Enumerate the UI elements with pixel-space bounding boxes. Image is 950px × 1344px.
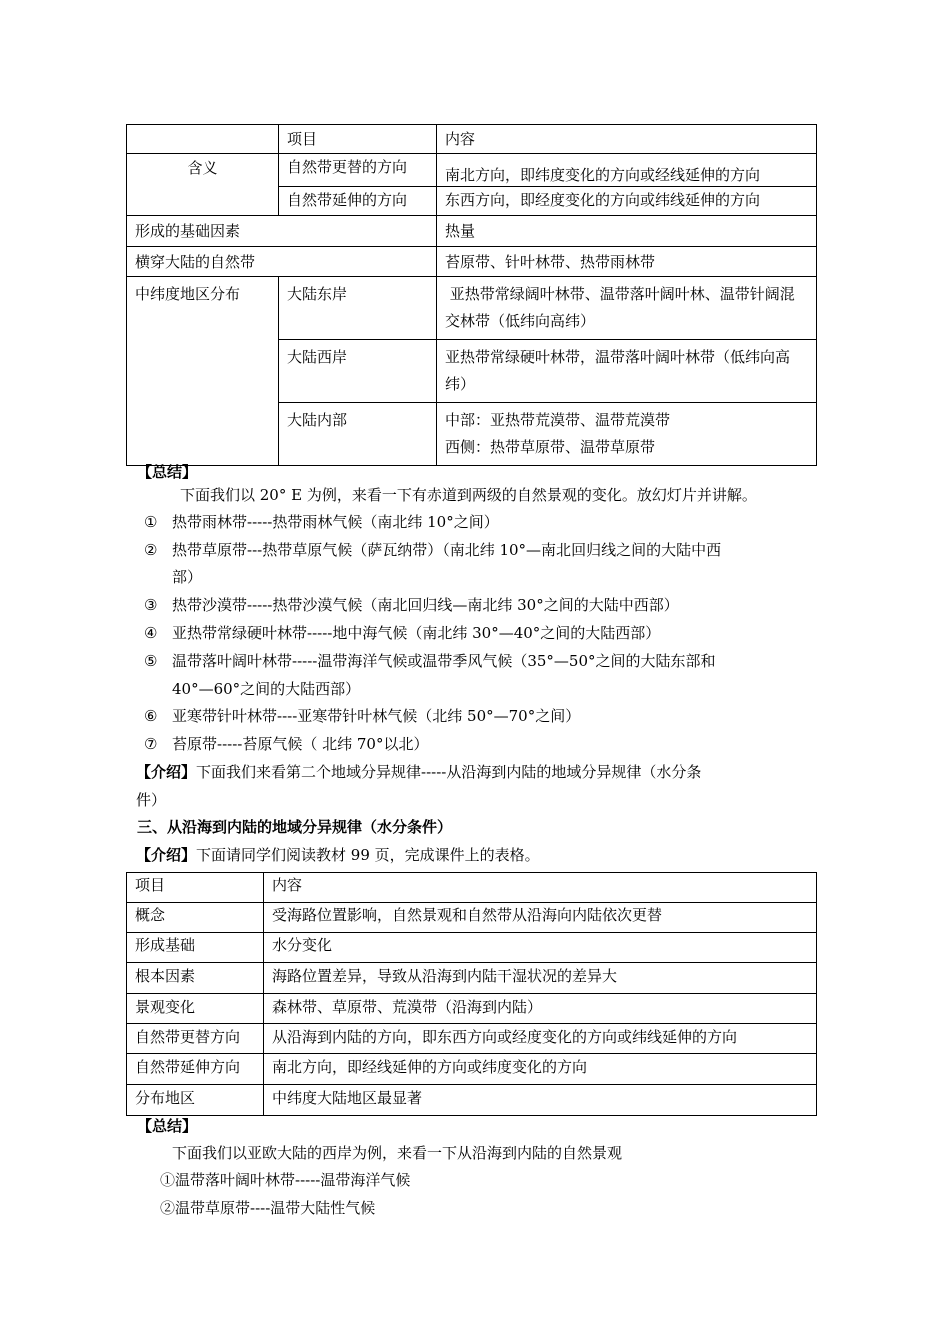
table-row — [127, 873, 817, 903]
table-cell: 形成基础 — [127, 933, 264, 963]
intro-tag: 【介绍】 — [136, 846, 197, 864]
table-cell: 中纬度地区分布 — [127, 277, 279, 466]
table-coast-inland — [126, 872, 817, 1116]
table-cell: 含义 — [127, 154, 279, 216]
table-cell: 大陆东岸 — [279, 277, 437, 340]
table-row — [127, 1024, 817, 1054]
list-item: 热带沙漠带-----热带沙漠气候（南北回归线—南北纬 30°之间的大陆中西部） — [172, 596, 679, 614]
table-cell: 内容 — [264, 873, 817, 903]
list-item: ①温带落叶阔叶林带-----温带海洋气候 — [160, 1171, 411, 1189]
intro-text: 下面我们来看第二个地域分异规律-----从沿海到内陆的地域分异规律（水分条 — [196, 763, 702, 781]
list-item: 热带雨林带-----热带雨林气候（南北纬 10°之间） — [172, 513, 499, 531]
table-cell: 森林带、草原带、荒漠带（沿海到内陆） — [264, 994, 817, 1024]
table-row — [127, 994, 817, 1024]
intro-tag: 【介绍】 — [136, 763, 197, 781]
table-cell: 水分变化 — [264, 933, 817, 963]
table-cell: 自然带更替方向 — [127, 1024, 264, 1054]
list-item-num: ① — [144, 513, 158, 531]
list-item-num: ④ — [144, 624, 158, 642]
table-cell: 横穿大陆的自然带 — [127, 247, 437, 277]
table-cell — [437, 403, 817, 466]
table-cell: 从沿海到内陆的方向，即东西方向或经度变化的方向或纬线延伸的方向 — [264, 1024, 817, 1054]
summary-heading: 【总结】 — [137, 1117, 198, 1135]
table-cell: 形成的基础因素 — [127, 216, 437, 247]
table-cell — [127, 125, 279, 154]
table-cell: 大陆西岸 — [279, 340, 437, 403]
table-row — [127, 277, 817, 340]
table-cell: 自然带延伸的方向 — [279, 187, 437, 216]
table-cell: 苔原带、针叶林带、热带雨林带 — [437, 247, 817, 277]
table-cell-line: 中部：亚热带荒漠带、温带荒漠带 — [445, 411, 671, 429]
table-cell: 受海路位置影响，自然景观和自然带从沿海向内陆依次更替 — [264, 903, 817, 933]
table-cell: 海路位置差异，导致从沿海到内陆干湿状况的差异大 — [264, 963, 817, 994]
list-item: 亚寒带针叶林带----亚寒带针叶林气候（北纬 50°—70°之间） — [172, 707, 581, 725]
table-cell: 东西方向，即经度变化的方向或纬线延伸的方向 — [437, 187, 817, 216]
list-item-continuation: 40°—60°之间的大陆西部） — [172, 680, 361, 698]
summary-intro: 下面我们以 20° E 为例，来看一下有赤道到两级的自然景观的变化。放幻灯片并讲解。 — [180, 486, 757, 504]
list-item-num: ② — [144, 541, 158, 559]
table-row — [127, 247, 817, 277]
section-title: 三、从沿海到内陆的地域分异规律（水分条件） — [137, 818, 453, 836]
table-row — [127, 1085, 817, 1116]
table-cell: 大陆内部 — [279, 403, 437, 466]
intro-text: 下面请同学们阅读教材 99 页，完成课件上的表格。 — [196, 846, 540, 864]
table-row — [127, 963, 817, 994]
list-item: 温带落叶阔叶林带-----温带海洋气候或温带季风气候（35°—50°之间的大陆东部和 — [172, 652, 716, 670]
summary-intro: 下面我们以亚欧大陆的西岸为例，来看一下从沿海到内陆的自然景观 — [172, 1144, 623, 1162]
table-cell: 热量 — [437, 216, 817, 247]
list-item: 亚热带常绿硬叶林带-----地中海气候（南北纬 30°—40°之间的大陆西部） — [172, 624, 661, 642]
list-item-num: ⑦ — [144, 735, 158, 753]
table-row — [127, 933, 817, 963]
table-cell: 根本因素 — [127, 963, 264, 994]
table-cell: 景观变化 — [127, 994, 264, 1024]
intro-paragraph — [136, 762, 701, 782]
list-item: 苔原带-----苔原气候（ 北纬 70°以北） — [172, 735, 429, 753]
table-cell: 中纬度大陆地区最显著 — [264, 1085, 817, 1116]
table-latitudinal-zonation — [126, 124, 817, 466]
table-cell: 项目 — [127, 873, 264, 903]
table-cell: 内容 — [437, 125, 817, 154]
intro-continuation: 件） — [136, 791, 167, 809]
table-cell: 分布地区 — [127, 1085, 264, 1116]
table-row — [127, 125, 817, 154]
table-cell: 南北方向，即经线延伸的方向或纬度变化的方向 — [264, 1054, 817, 1085]
table-cell: 南北方向，即纬度变化的方向或经线延伸的方向 — [437, 154, 817, 187]
table-cell: 自然带延伸方向 — [127, 1054, 264, 1085]
list-item-continuation: 部） — [172, 568, 203, 586]
table-cell: 项目 — [279, 125, 437, 154]
table-cell: 自然带更替的方向 — [279, 154, 437, 187]
table-row — [127, 903, 817, 933]
list-item-num: ③ — [144, 596, 158, 614]
table-cell-line: 西侧：热带草原带、温带草原带 — [445, 438, 656, 456]
table-row — [127, 1054, 817, 1085]
table-row — [127, 154, 817, 187]
table-cell: 亚热带常绿阔叶林带、温带落叶阔叶林、温带针阔混交林带（低纬向高纬） — [437, 277, 817, 340]
summary-heading: 【总结】 — [137, 463, 198, 481]
list-item: ②温带草原带----温带大陆性气候 — [160, 1199, 376, 1217]
intro-paragraph — [136, 845, 540, 865]
table-row — [127, 216, 817, 247]
list-item-num: ⑥ — [144, 707, 158, 725]
table-cell: 概念 — [127, 903, 264, 933]
table-cell: 亚热带常绿硬叶林带，温带落叶阔叶林带（低纬向高纬） — [437, 340, 817, 403]
list-item-num: ⑤ — [144, 652, 158, 670]
list-item: 热带草原带---热带草原气候（萨瓦纳带）（南北纬 10°—南北回归线之间的大陆中西 — [172, 541, 722, 559]
